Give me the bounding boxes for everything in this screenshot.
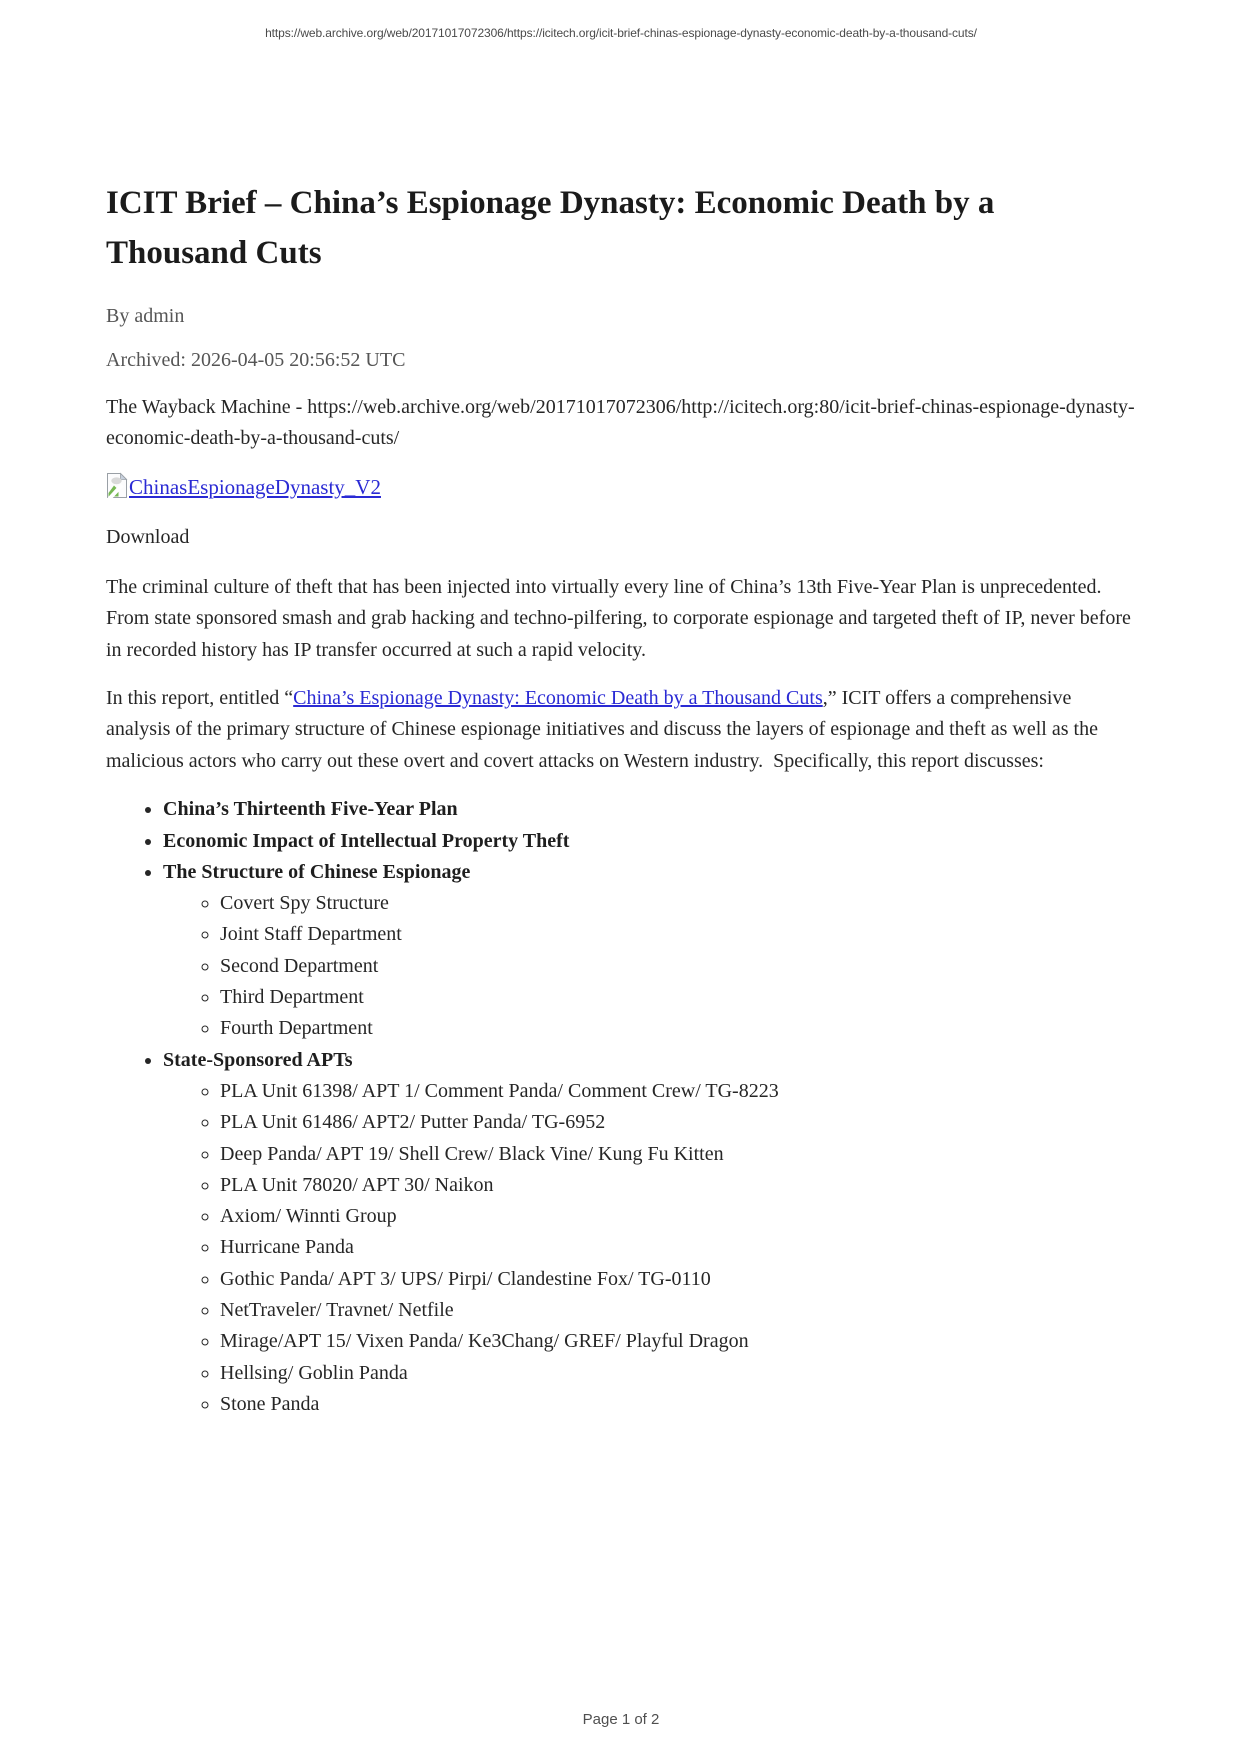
wayback-machine-line: The Wayback Machine - https://web.archive.org/web/20171017072306/http://icitech.org:80/icit-brief-chinas-espionage-dynasty-economic-death-by-a-thousand-cuts/ [106,396,1135,450]
intro-paragraph: The criminal culture of theft that has been injected into virtually every line of China’s 13th Five-Year Plan is unprecedented. From state sponsored smash and grab hacking and techno-pilfering, to corporate espionage and targeted theft of IP, never before in recorded history has IP transfer occurred at such a rapid velocity. [106,575,1131,661]
list-subitem: ◦ PLA Unit 78020/ APT 30/ Naikon [220,1170,1138,1201]
page-number: Page 1 of 2 [582,1711,660,1728]
sub-list [163,888,1138,1044]
broken-image-line [106,472,1138,501]
list-item-label: China’s Thirteenth Five-Year Plan [163,798,458,821]
topics-list [106,794,1138,1420]
archive-url-header: https://web.archive.org/web/20171017072306/https://icitech.org/icit-brief-chinas-espionage-dynasty-economic-death-by-a-thousand-cuts/ [265,26,977,40]
report-paragraph-prefix: In this report, entitled “ [106,687,294,710]
sub-list [163,1076,1138,1420]
report-title-link[interactable]: China’s Espionage Dynasty: Economic Death by a Thousand Cuts [293,687,823,710]
download-link[interactable]: Download [106,525,190,548]
list-subitem: ◦ Hurricane Panda [220,1232,1138,1263]
byline: By admin [106,305,185,327]
page-title: ICIT Brief – China’s Espionage Dynasty: Economic Death by a Thousand Cuts [106,185,995,271]
list-subitem: ◦ PLA Unit 61486/ APT2/ Putter Panda/ TG-6952 [220,1107,1138,1138]
report-paragraph [106,683,1138,777]
list-item-label: State-Sponsored APTs [163,1048,353,1071]
list-item [163,794,1138,825]
article-body [106,178,1138,1420]
list-item [163,857,1138,1045]
list-subitem: ◦ Gothic Panda/ APT 3/ UPS/ Pirpi/ Clandestine Fox/ TG-0110 [220,1264,1138,1295]
report-paragraph-suffix: ,” ICIT offers a comprehensive analysis of the primary structure of Chinese espionage initiatives and discuss the layers of espionage and theft as well as the malicious actors who carry out these overt and covert attacks on Western industry. Specifically, this report discusses: [106,687,1098,772]
list-item [163,1045,1138,1421]
list-subitem: ◦ PLA Unit 61398/ APT 1/ Comment Panda/ Comment Crew/ TG-8223 [220,1076,1138,1107]
list-subitem: ◦ Mirage/APT 15/ Vixen Panda/ Ke3Chang/ GREF/ Playful Dragon [220,1326,1138,1357]
broken-image-icon [106,472,128,499]
archived-timestamp: Archived: 2026-04-05 20:56:52 UTC [106,349,406,371]
list-subitem: ◦ Stone Panda [220,1389,1138,1420]
list-item [163,826,1138,857]
list-subitem: ◦ Third Department [220,982,1138,1013]
list-subitem: ◦ Joint Staff Department [220,919,1138,950]
image-link[interactable] [106,475,381,499]
list-item-label: Economic Impact of Intellectual Property Theft [163,829,570,852]
image-link-label: ChinasEspionageDynasty_V2 [129,474,381,499]
list-item-label: The Structure of Chinese Espionage [163,860,471,883]
list-subitem: ◦ Hellsing/ Goblin Panda [220,1358,1138,1389]
list-subitem: ◦ Second Department [220,951,1138,982]
list-subitem: ◦ NetTraveler/ Travnet/ Netfile [220,1295,1138,1326]
list-subitem: ◦ Fourth Department [220,1013,1138,1044]
list-subitem: ◦ Covert Spy Structure [220,888,1138,919]
list-subitem: ◦ Deep Panda/ APT 19/ Shell Crew/ Black Vine/ Kung Fu Kitten [220,1139,1138,1170]
list-subitem: ◦ Axiom/ Winnti Group [220,1201,1138,1232]
